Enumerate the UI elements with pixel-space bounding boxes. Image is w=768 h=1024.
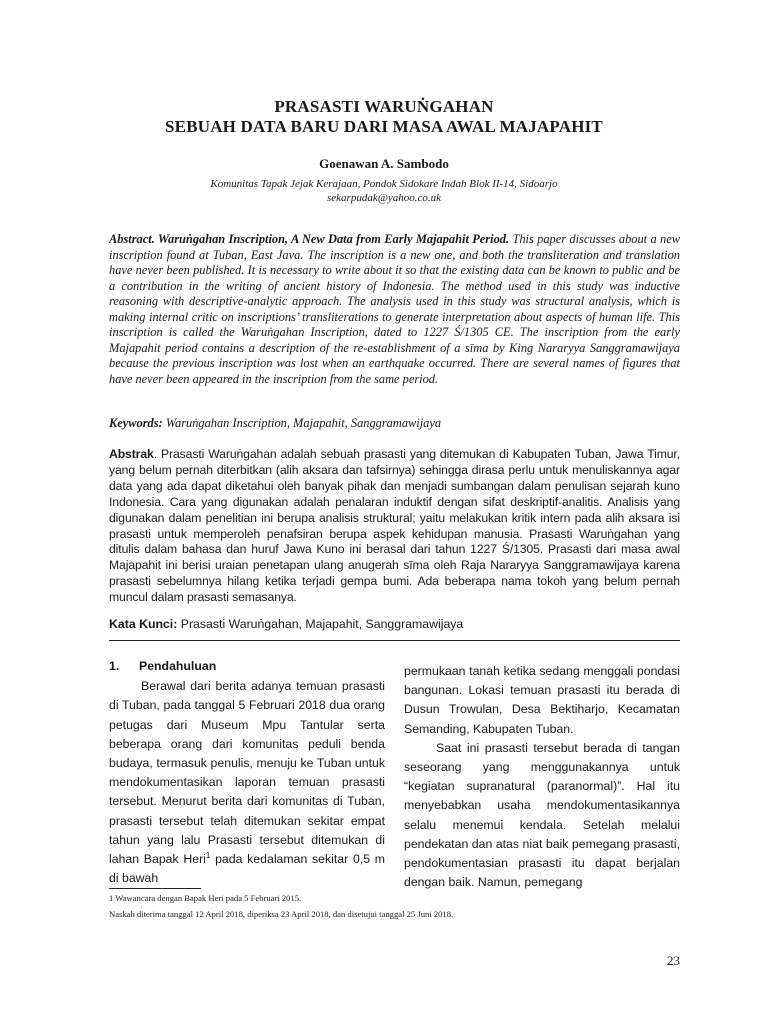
footnote-marker: 1: [205, 850, 211, 860]
right-paragraph-2: Saat ini prasasti tersebut berada di tangan seseorang yang menggunakannya untuk “kegiatan supranatural (paranormal)”. Hal itu menyebabkan usaha mendokumentasikannya selalu menemui kendala. Setelah melalui pendekatan dan atas niat baik pemegang prasasti, pendokumentasian prasasti itu dapat berjalan dengan baik. Namun, pemegang: [404, 740, 680, 890]
title-line-2: SEBUAH DATA BARU DARI MASA AWAL MAJAPAHIT: [165, 117, 603, 136]
affiliation: [0, 177, 768, 205]
kata-kunci: [109, 617, 680, 631]
footnote-received: Naskah diterima tanggal 12 April 2018, diperiksa 23 April 2018, dan disetujui tanggal 25 Juni 2018.: [109, 909, 454, 919]
abstract-body: This paper discusses about a new inscription found at Tuban, East Java. The inscription is a new one, and both the transliteration and translation have never been published. It is necessary to write about it so that the existing data can be known to public and be a contribution in the writing of ancient history of Indonesia. The method used in this study was inductive reasoning with descriptive-analytic approach. The analysis used in this study was structural analysis, which is making internal critic on inscriptions’ transliterations to generate interpretation about aspects of human life. This inscription is called the Waruṅgahan Inscription, dated to 1227 Ś/1305 CE. The inscription from the early Majapahit period contains a description of the re-establishment of a sīma by King Nararyya Sanggramawijaya because the previous inscription was lost when an earthquake occurred. There are several names of figures that have never been appeared in the inscription from the same period.: [109, 232, 680, 386]
abstract-label: Abstract: [109, 232, 152, 246]
affiliation-email: sekarpudak@yahoo.co.uk: [327, 192, 441, 204]
column-right: [404, 662, 680, 892]
abstrak-body: . Prasasti Waruṅgahan adalah sebuah prasasti yang ditemukan di Kabupaten Tuban, Jawa Timur, yang belum pernah diterbitkan (alih aksara dan tafsirnya) sehingga dirasa perlu untuk menuliskannya agar data yang ada dapat diketahui oleh banyak pihak dan menjadi sumbangan dalam penulisan sejarah kuno Indonesia. Cara yang digunakan adalah penalaran induktif dengan sifat deskriptif-analitis. Analisis yang digunakan dalam penelitian ini berupa analisis struktural; yaitu melakukan kritik intern pada alih aksara isi prasasti untuk memperoleh penafsiran berupa aspek kehidupan manusia. Prasasti Waruṅgahan yang ditulis dalam bahasa dan huruf Jawa Kuno ini berasal dari tahun 1227 Ś/1305. Prasasti dari masa awal Majapahit ini berisi uraian penetapan ulang anugerah sīma oleh Raja Nararyya Sanggramawijaya karena prasasti sebelumnya hilang ketika terjadi gempa bumi. Ada beberapa nama tokoh yang belum pernah muncul dalam prasasti semasanya.: [109, 447, 680, 605]
paper-title: [0, 97, 768, 137]
abstrak-label: Abstrak: [109, 447, 154, 461]
keywords: [109, 416, 680, 431]
abstract-title: Waruṅgahan Inscription, A New Data from Early Majapahit Period.: [157, 232, 510, 246]
abstract-english: Abstract. Waruṅgahan Inscription, A New Data from Early Majapahit Period. This paper discusses about a new inscription found at Tuban, East Java. The inscription is a new one, and both the transliteration and translation have never been published. It is necessary to write about it so that the existing data can be known to public and be a contribution in the writing of ancient history of Indonesia. The method used in this study was inductive reasoning with descriptive-analytic approach. The analysis used in this study was structural analysis, which is making internal critic on inscriptions’ transliterations to generate interpretation about aspects of human life. This inscription is called the Waruṅgahan Inscription, dated to 1227 Ś/1305 CE. The inscription from the early Majapahit period contains a description of the re-establishment of a sīma by King Nararyya Sanggramawijaya because the previous inscription was lost when an earthquake occurred. There are several names of figures that have never been appeared in the inscription from the same period.: [109, 232, 680, 386]
column-left: [109, 657, 385, 888]
section-title: Pendahuluan: [139, 659, 217, 673]
abstrak-indonesian: [109, 447, 680, 606]
section-divider: [109, 640, 680, 641]
affiliation-address: Komunitas Tapak Jejak Kerajaan, Pondok Sidokare Indah Blok II-14, Sidoarjo: [210, 178, 558, 190]
footnote-1: 1 Wawancara dengan Bapak Heri pada 5 Februari 2015.: [109, 893, 302, 903]
keywords-text: Waruṅgahan Inscription, Majapahit, Sanggramawijaya: [165, 416, 442, 430]
intro-paragraph: Berawal dari berita adanya temuan prasasti di Tuban, pada tanggal 5 Februari 2018 dua orang petugas dari Museum Mpu Tantular serta beberapa orang dari komunitas peduli benda budaya, termasuk penulis, menuju ke Tuban untuk mendokumentasikan laporan temuan prasasti tersebut. Menurut berita dari komunitas di Tuban, prasasti tersebut telah ditemukan sekitar empat tahun yang lalu Prasasti tersebut ditemukan di lahan Bapak Heri$^1$ pada kedalaman sekitar 0,5 m di bawah: [109, 679, 385, 886]
section-number: 1.: [109, 659, 120, 673]
section-heading: [109, 657, 385, 676]
keywords-label: Keywords:: [109, 416, 163, 430]
author-name: Goenawan A. Sambodo: [319, 156, 449, 171]
title-line-1: PRASASTI WARUṄGAHAN: [274, 97, 494, 116]
kata-kunci-label: Kata Kunci:: [109, 617, 178, 631]
footnote-rule: [109, 888, 201, 889]
kata-kunci-text: Prasasti Waruṅgahan, Majapahit, Sanggramawijaya: [180, 617, 464, 631]
right-paragraph-1: permukaan tanah ketika sedang menggali pondasi bangunan. Lokasi temuan prasasti itu berada di Dusun Trowulan, Desa Bektiharjo, Kecamatan Semanding, Kabupaten Tuban.: [404, 664, 680, 736]
page-number: 23: [667, 953, 680, 968]
